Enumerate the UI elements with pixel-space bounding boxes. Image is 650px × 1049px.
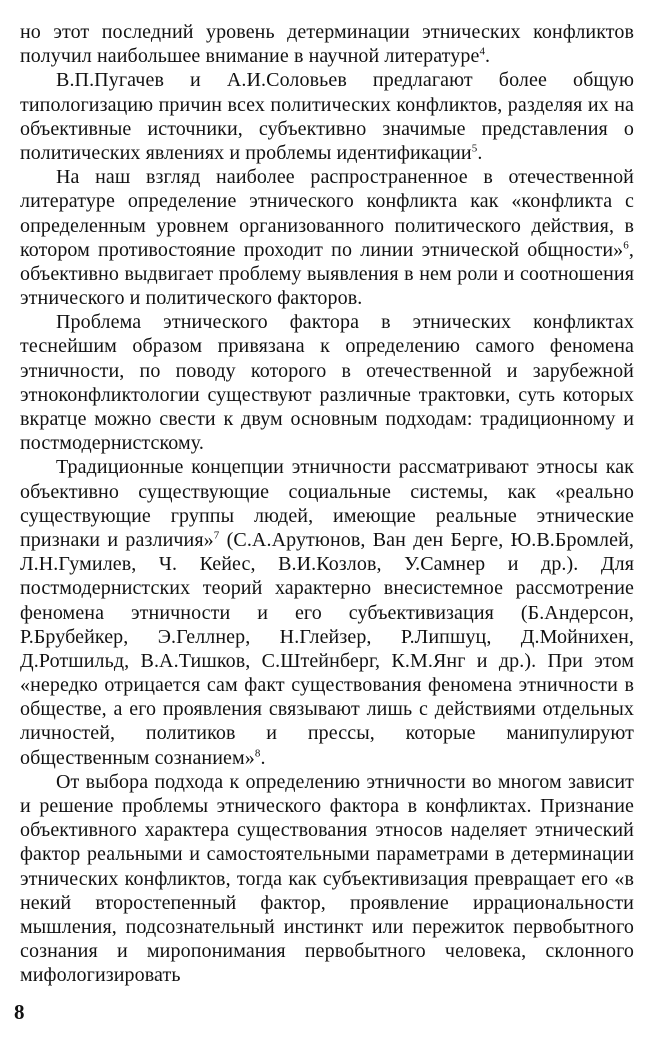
text-segment: Проблема этнического фактора в этнических конфликтах теснейшим образом привязана к определению самого феномена этничности, по поводу которого в отечественной и зарубежной этноконфликтологии существуют различные трактовки, суть которых вкратце можно свести к двум основным подходам: традиционному и постмодернистскому. (20, 311, 634, 455)
paragraph-1 (20, 20, 634, 68)
footnote-ref-6[interactable]: 6 (623, 239, 629, 252)
footnote-ref-7[interactable]: 7 (213, 529, 220, 542)
paragraph-5 (20, 455, 634, 769)
paragraph-2 (20, 68, 634, 165)
text-segment: На наш взгляд наиболее распространенное в отечественной литературе определение этнического конфликта как «конфликта с определенным уровнем организованного политического действия, в котором противостояние проходит по линии этнической общности» (20, 166, 634, 261)
text-segment: но этот последний уровень детерминации этнических конфликтов получил наибольшее внимание в научной литературе (20, 21, 634, 68)
text-segment: Традиционные концепции этничности рассматривают этносы как объективно существующие социальные системы, как «реально существующие группы людей, имеющие реальные этнические признаки и различия» (20, 456, 634, 551)
paragraph-6 (20, 770, 634, 988)
text-segment: , объективно выдвигает проблему выявления в нем роли и соотношения этнического и политического факторов. (20, 238, 634, 310)
page-number: 8 (14, 1000, 25, 1024)
text-segment: (С.А.Арутюнов, Ван ден Берге, Ю.В.Бромлей, Л.Н.Гумилев, Ч. Кейес, В.И.Козлов, У.Самнер и др.). Для постмодернистских теорий характерно внесистемное рассмотрение феномена этничности и его субъективизация (Б.Андерсон, Р.Брубейкер, Э.Геллнер, Н.Глейзер, Р.Липшуц, Д.Мойнихен, Д.Ротшильд, В.А.Тишков, С.Штейнберг, К.М.Янг и др.). При этом «нередко отрицается сам факт существования феномена этничности в обществе, а его проявления связывают лишь с действиями отдельных личностей, политиков и прессы, которые манипулируют общественным сознанием» (20, 528, 634, 769)
body-text (20, 20, 634, 988)
text-segment: В.П.Пугачев и А.И.Соловьев предлагают более общую типологизацию причин всех политических конфликтов, разделяя их на объективные источники, субъективно значимые представления о политических явлениях и проблемы идентификации (20, 69, 634, 164)
text-segment: . (485, 45, 491, 68)
text-segment: От выбора подхода к определению этничности во многом зависит и решение проблемы этнического фактора в конфликтах. Признание объективного характера существования этносов наделяет этнический фактор реальными и самостоятельными параметрами в детерминации этнических конфликтов, тогда как субъективизация превращает его «в некий второстепенный фактор, проявление иррациональности мышления, подсознательный инстинкт или пережиток первобытного сознания и миропонимания первобытного человека, склонного мифологизировать (20, 770, 634, 987)
paragraph-3 (20, 165, 634, 310)
paragraph-4 (20, 310, 634, 455)
text-segment: . (260, 746, 266, 769)
footnote-ref-8[interactable]: 8 (254, 746, 261, 759)
footnote-ref-4[interactable]: 4 (479, 45, 486, 58)
footnote-ref-5[interactable]: 5 (471, 142, 478, 155)
text-segment: . (477, 141, 483, 164)
